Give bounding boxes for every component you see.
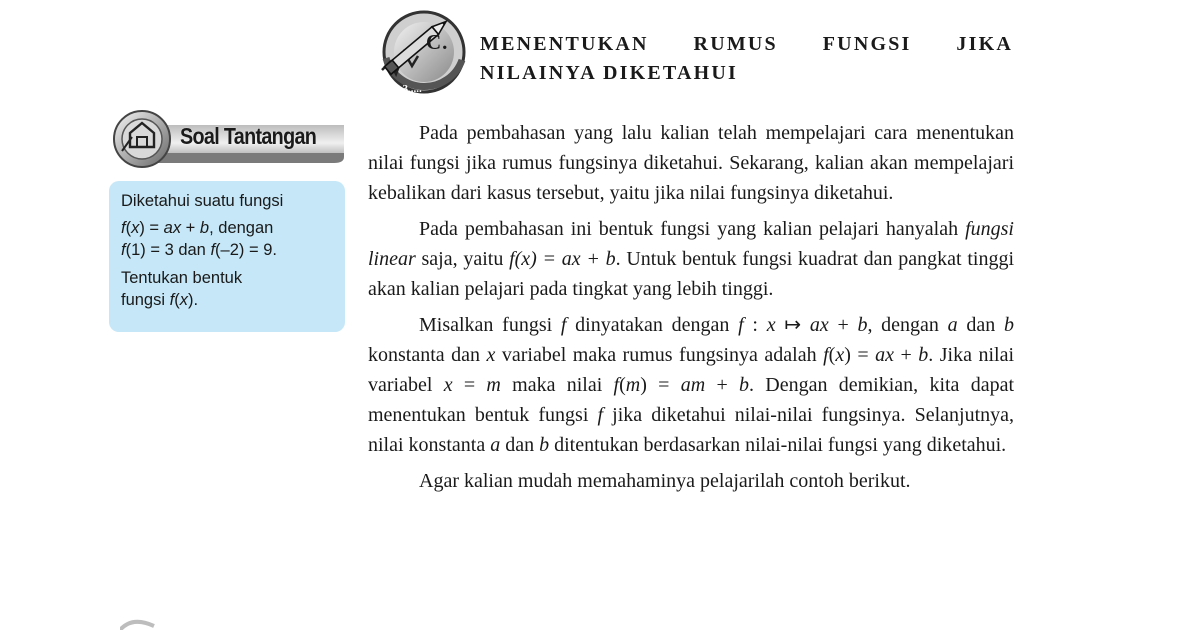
challenge-line-1: Diketahui suatu fungsi <box>121 192 284 210</box>
section-title <box>480 30 1013 88</box>
challenge-line-3: f(1) = 3 dan f(–2) = 9. <box>121 241 277 259</box>
badge-text: 1,2,3,.... <box>386 83 422 95</box>
paragraph-2: Pada pembahasan ini bentuk fungsi yang kalian pelajari hanyalah fungsi linear saja, yaitu f(x) = ax + b. Untuk bentuk fungsi kuadrat dan pangkat tinggi akan kalian pelajari pada tingkat yang lebih tinggi. <box>368 218 1015 300</box>
challenge-line-2: f(x) = ax + b, dengan <box>121 219 274 237</box>
challenge-line-4: Tentukan bentuk <box>121 269 243 287</box>
main-text <box>368 118 1014 502</box>
section-badge-icon <box>366 8 466 100</box>
section-title-line-1: MENENTUKAN RUMUS FUNGSI JIKA <box>480 33 1013 55</box>
paragraph-4: Agar kalian mudah memahaminya pelajarilah contoh berikut. <box>419 470 911 492</box>
challenge-line-5: fungsi f(x). <box>121 291 199 309</box>
challenge-heading: Soal Tantangan <box>180 123 317 149</box>
section-title-line-2: NILAINYA DIKETAHUI <box>480 62 738 84</box>
paragraph-3: Misalkan fungsi f dinyatakan dengan f : x ↦ ax + b, dengan a dan b konstanta dan x variabel maka rumus fungsinya adalah f(x) = ax + b. Jika nilai variabel x = m maka nilai f(m) = am + b. Dengan demikian, kita dapat menentukan bentuk fungsi f jika diketahui nilai-nilai fungsinya. Selanjutnya, nilai konstanta a dan b ditentukan berdasarkan nilai-nilai fungsi yang diketahui. <box>368 314 1015 456</box>
paragraph-1: Pada pembahasan yang lalu kalian telah mempelajari cara menentukan nilai fungsi jika rumus fungsinya diketahui. Sekarang, kalian akan mempelajari kebalikan dari kasus tersebut, yaitu jika nilai fungsinya diketahui. <box>368 122 1014 204</box>
challenge-box <box>109 181 345 332</box>
challenge-header <box>108 107 348 171</box>
pencil-chart-icon <box>366 8 466 100</box>
page-corner-ornament-icon <box>120 616 160 630</box>
section-letter: C. <box>426 30 449 54</box>
